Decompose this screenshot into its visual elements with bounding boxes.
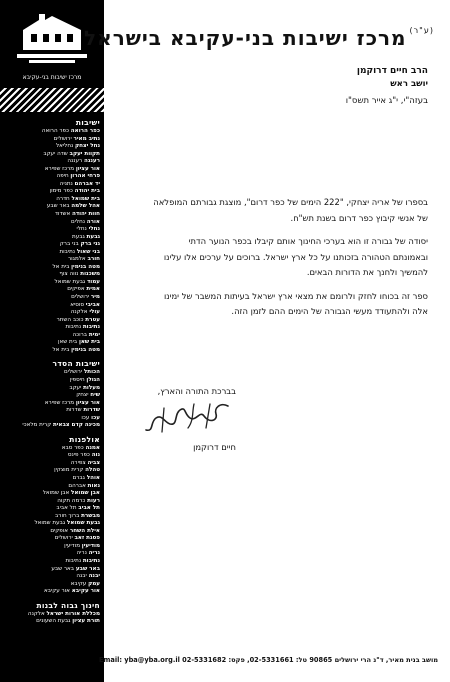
institution-name: רעננה xyxy=(83,158,100,165)
institution-place: תל אביב xyxy=(56,505,77,512)
sidebar-list-item xyxy=(2,143,100,151)
institution-place: אופקים xyxy=(50,527,69,534)
institution-name: עמק xyxy=(88,580,100,587)
institution-place: קרית מוצקין xyxy=(54,467,84,474)
sidebar-list-item xyxy=(2,566,100,574)
body-paragraph xyxy=(126,234,428,281)
institution-name: שדרות xyxy=(83,407,100,414)
sidebar-list-item xyxy=(2,339,100,347)
institution-name: גבעת שמואל xyxy=(66,520,100,527)
sidebar-list-item xyxy=(2,581,100,589)
registered-mark: (ע"ר) xyxy=(409,26,434,35)
institution-name: הגולן xyxy=(86,376,100,383)
institution-name: אוהל xyxy=(86,474,100,481)
sidebar-list-item xyxy=(2,234,100,242)
sidebar-list-item xyxy=(2,400,100,408)
institution-place: ירושלים xyxy=(71,294,90,301)
sidebar-section-title: חינוך גבוה לבנות xyxy=(36,600,100,610)
institution-name: ימית xyxy=(88,331,100,338)
institution-place: קרית מלאכי xyxy=(22,422,52,429)
sidebar-list-item xyxy=(2,173,100,181)
body-line: ספר זה בכוחו לחזק ולרומם את מצאי ארץ ישראל בעיתות המשבר של ימינו xyxy=(163,290,428,301)
institution-place: גבעת השעונים xyxy=(36,618,71,625)
institution-name: בית שמואל xyxy=(71,195,100,202)
sidebar-list-item xyxy=(2,249,100,257)
institution-name: רעות xyxy=(87,497,100,504)
sidebar-list-item xyxy=(2,558,100,566)
institution-name: מבשרת xyxy=(81,512,100,519)
institution-name: עולי xyxy=(89,309,100,316)
institution-name: תורת עציון xyxy=(72,618,100,625)
sidebar-list-item xyxy=(2,151,100,159)
institution-place: חיספין xyxy=(69,376,85,383)
body-paragraph xyxy=(126,195,428,226)
institution-place: שדה יעקב xyxy=(43,150,68,157)
institution-name: באר שבע xyxy=(75,565,100,572)
sidebar-list-item xyxy=(2,271,100,279)
letter-body xyxy=(126,195,428,328)
institution-place: ירושלים xyxy=(64,369,83,376)
sidebar-list-item xyxy=(2,460,100,468)
institution-place: נריה xyxy=(76,550,87,557)
sidebar-list-item xyxy=(2,347,100,355)
sidebar-list-item xyxy=(2,241,100,249)
sidebar-list-item xyxy=(2,294,100,302)
decorative-stripes xyxy=(0,88,104,112)
institution-name: אבן שמואל xyxy=(70,490,100,497)
sidebar-list-item xyxy=(2,196,100,204)
sidebar-list-item xyxy=(2,302,100,310)
institution-place: נתניה xyxy=(59,180,73,187)
body-paragraph xyxy=(126,289,428,320)
institution-name: נריה xyxy=(88,550,100,557)
sidebar-list-item xyxy=(2,422,100,430)
institution-place: גבעת שמואל xyxy=(54,278,86,285)
institution-name: נתיב מאיר xyxy=(73,135,100,142)
institution-name: אביבי xyxy=(85,301,100,308)
institution-place: בית אל xyxy=(52,346,70,353)
sidebar-list-item xyxy=(2,317,100,325)
institution-lists xyxy=(2,118,100,626)
institution-name: פסגת זאב xyxy=(74,535,100,542)
institution-place: ברוך חורב xyxy=(55,512,80,519)
institution-place: אברהם xyxy=(68,482,86,489)
sidebar-list-item xyxy=(2,415,100,423)
body-line: אלה ולהתעודד מעשי הגבורה של הימים ההם לזמן הזה. xyxy=(231,306,428,316)
sidebar-list-item xyxy=(2,332,100,340)
handwritten-signature xyxy=(140,398,236,438)
institution-name: מעלות xyxy=(83,384,100,391)
sidebar-list-item xyxy=(2,505,100,513)
institution-place: מודיעין xyxy=(64,542,81,549)
institution-place: כוכב השחר xyxy=(56,316,84,323)
sidebar-list-item xyxy=(2,128,100,136)
institution-place: גברם xyxy=(72,474,85,481)
institution-name: גבעת xyxy=(86,233,100,240)
institution-name: מכינה קדם צבאית xyxy=(52,422,100,429)
institution-name: נחל יצחק xyxy=(75,143,100,150)
institution-name: מיר xyxy=(90,294,100,301)
institution-place: אפיקים xyxy=(67,286,85,293)
sidebar-list-item xyxy=(2,467,100,475)
institution-place: באר שבע xyxy=(51,565,75,572)
body-line: ובאמונתם הטהורה בזכותנו על כל ארץ ישראל. ברוכים על ערכים אלו עלינו xyxy=(163,251,428,262)
institution-place: נחלי xyxy=(76,226,87,233)
institution-name: חוות יהודה xyxy=(72,211,100,218)
sidebar-list-item xyxy=(2,256,100,264)
institution-name: תקוות יעקב xyxy=(69,150,100,157)
institution-name: נאות xyxy=(87,482,100,489)
footer-contact: מושב בנית מאיר, ד"נ הרי ירושלים 90865 טל: 02-5331661, פקס: 02-5331682 Email: yba@yba.org.il xyxy=(99,656,438,664)
institution-name: תל אביב xyxy=(78,505,100,512)
institution-place: כפר הרואה xyxy=(41,128,69,134)
organization-title xyxy=(84,26,434,50)
institution-place: כפר סבא xyxy=(61,444,84,451)
institution-place: סוסיא xyxy=(70,301,85,308)
institution-name: מכללת אורות ישראל xyxy=(46,610,100,617)
institution-place: חדרה xyxy=(56,195,70,202)
sidebar-list-item xyxy=(2,385,100,393)
sidebar-list-item xyxy=(2,520,100,528)
sidebar-list-item xyxy=(2,543,100,551)
logo-caption: מרכז ישיבות בני-עקיבא xyxy=(22,74,82,81)
sidebar-list-item xyxy=(2,158,100,166)
logo-emblem-icon xyxy=(9,6,95,68)
institution-place: גבעת xyxy=(72,233,85,240)
institution-place: כרמה תקוה xyxy=(57,497,86,504)
sidebar-list-item xyxy=(2,611,100,619)
institution-place: אלקנה xyxy=(70,309,88,316)
sidebar-list-item xyxy=(2,211,100,219)
body-line: להמשיך ולחנך את הדורות הבאים. xyxy=(306,267,428,277)
institution-place: בני ברק xyxy=(59,241,79,248)
sidebar-list-item xyxy=(2,452,100,460)
sidebar xyxy=(0,0,104,682)
institution-place: צפירה xyxy=(70,459,86,466)
sidebar-list-item xyxy=(2,475,100,483)
institution-name: מודיעין xyxy=(81,542,100,549)
institution-place: נחליאל xyxy=(55,143,74,150)
institution-place: בית שאן xyxy=(57,339,78,346)
institution-place: בית אל xyxy=(52,263,70,270)
sidebar-list-item xyxy=(2,377,100,385)
institution-name: עמוד xyxy=(87,278,100,285)
letter-date: בעזה"י, י"ג אייר תשס"ו xyxy=(345,96,428,106)
sidebar-list-item xyxy=(2,369,100,377)
sidebar-list-item xyxy=(2,264,100,272)
body-line: יסודה של גבורה זו הוא בערכי החינוך אותם קיבלו בכפר הנוער הדתי xyxy=(188,236,428,246)
sidebar-list-item xyxy=(2,513,100,521)
institution-name: מטה בנימין xyxy=(71,263,100,270)
institution-place: ירושלים xyxy=(54,535,73,542)
sidebar-list-item xyxy=(2,324,100,332)
sidebar-section-title: ישיבות הסדר xyxy=(52,359,100,369)
institution-place: נתיבות xyxy=(59,248,76,255)
sidebar-list-item xyxy=(2,166,100,174)
institution-place: אלקנה xyxy=(27,610,45,617)
institution-place: ירושלים xyxy=(53,135,72,142)
institution-name: בני שאול xyxy=(76,248,100,255)
institution-place: באר שבע xyxy=(46,203,70,210)
institution-name: אמנה xyxy=(85,444,100,451)
sidebar-list-item xyxy=(2,528,100,536)
institution-place: עקיבא xyxy=(70,580,87,587)
sidebar-list-item xyxy=(2,188,100,196)
organization-name: מרכז ישיבות בני-עקיבא בישראל xyxy=(84,26,407,50)
institution-place: מרכז שפירא xyxy=(44,165,75,172)
body-line: של אנשי קיבוץ כפר דרום בשנת תש"ח. xyxy=(290,212,428,223)
institution-place: נתיבות xyxy=(65,324,82,331)
sidebar-list-item xyxy=(2,445,100,453)
institution-place: אור עקיבא xyxy=(44,588,70,595)
sidebar-list-item xyxy=(2,588,100,596)
institution-name: שיח xyxy=(90,392,100,399)
institution-name: כפר הרואה xyxy=(70,128,100,134)
signer-name: חיים דרוקמן xyxy=(193,442,236,452)
institution-place: נחלים xyxy=(70,218,85,225)
institution-place: אלמגור xyxy=(67,256,86,263)
institution-name: יבנה xyxy=(88,573,100,580)
body-line: בספרו של אריה יצחקי, "222 הימים של כפר דרום", מוצגת גבורתם המופלאה xyxy=(153,197,428,207)
institution-name: אור עקיבא xyxy=(71,588,100,595)
institution-place: חיפה xyxy=(56,173,69,180)
institution-name: נחלי xyxy=(88,226,100,233)
sidebar-list-item xyxy=(2,483,100,491)
institution-place: אשדוד xyxy=(54,211,71,218)
sidebar-list-item xyxy=(2,550,100,558)
chairman-block xyxy=(357,64,428,91)
sidebar-list-item xyxy=(2,279,100,287)
institution-name: אור עציון xyxy=(75,165,100,172)
sidebar-list-item xyxy=(2,535,100,543)
institution-name: גני ברק xyxy=(80,241,100,248)
chairman-name: הרב חיים דרוקמן xyxy=(356,66,428,76)
institution-name: נוה xyxy=(91,452,100,459)
sidebar-list-item xyxy=(2,309,100,317)
sidebar-list-item xyxy=(2,392,100,400)
sidebar-list-item xyxy=(2,618,100,626)
institution-name: עטרת xyxy=(85,316,100,323)
institution-name: נתיבות xyxy=(82,557,100,564)
logo xyxy=(9,6,95,84)
sidebar-list-item xyxy=(2,407,100,415)
sidebar-list-item xyxy=(2,136,100,144)
institution-name: טהלה xyxy=(85,467,100,474)
institution-place: אבן שמואל xyxy=(42,490,70,497)
sidebar-section-title: ישיבות xyxy=(75,118,100,127)
institution-place: נווה צוף xyxy=(59,271,79,278)
institution-name: אורה xyxy=(86,218,100,225)
institution-name: בית יהודה xyxy=(74,188,100,195)
institution-name: אילת השחר xyxy=(69,527,100,534)
institution-name: מטה בנימין xyxy=(71,346,100,353)
institution-place: יבנה xyxy=(76,573,87,580)
institution-name: הכותל xyxy=(83,369,100,376)
institution-place: מרכז שפירא xyxy=(44,399,75,406)
institution-name: יד אברהם xyxy=(74,180,100,187)
institution-name: עכו xyxy=(91,414,100,421)
institution-name: בית שאן xyxy=(78,339,100,346)
institution-name: חורב xyxy=(87,256,100,263)
institution-place: יעקב xyxy=(69,384,82,391)
chairman-role: יושב ראש xyxy=(390,79,428,89)
institution-name: אמית xyxy=(86,286,100,293)
institution-name: משכנות xyxy=(80,271,100,278)
sidebar-section-title: אולפנות xyxy=(69,434,100,444)
sidebar-list-item xyxy=(2,490,100,498)
institution-name: אהל שלמה xyxy=(71,203,100,210)
institution-name: נתיבות xyxy=(82,324,100,331)
closing-line: בברכת התורה והארץ, xyxy=(157,386,236,396)
sidebar-list-item xyxy=(2,181,100,189)
sidebar-list-item xyxy=(2,573,100,581)
institution-place: גבעת שמואל xyxy=(34,520,66,527)
sidebar-list-item xyxy=(2,219,100,227)
institution-name: צביה xyxy=(87,459,100,466)
institution-name: אור עציון xyxy=(75,399,100,406)
institution-name: פרחי אהרון xyxy=(70,173,100,180)
sidebar-list-item xyxy=(2,203,100,211)
sidebar-list-item xyxy=(2,286,100,294)
sidebar-list-item xyxy=(2,498,100,506)
institution-place: כפר מימון xyxy=(49,188,73,195)
institution-place: יצחק xyxy=(76,392,89,399)
signature-block xyxy=(140,384,236,452)
institution-place: נתיבות xyxy=(65,557,82,564)
institution-place: כפר פינס xyxy=(67,452,90,459)
institution-place: רעננה xyxy=(67,158,83,165)
institution-place: שדרות xyxy=(66,407,82,414)
institution-place: ברוכה xyxy=(72,331,88,338)
institution-place: עכו xyxy=(81,414,90,421)
sidebar-list-item xyxy=(2,226,100,234)
